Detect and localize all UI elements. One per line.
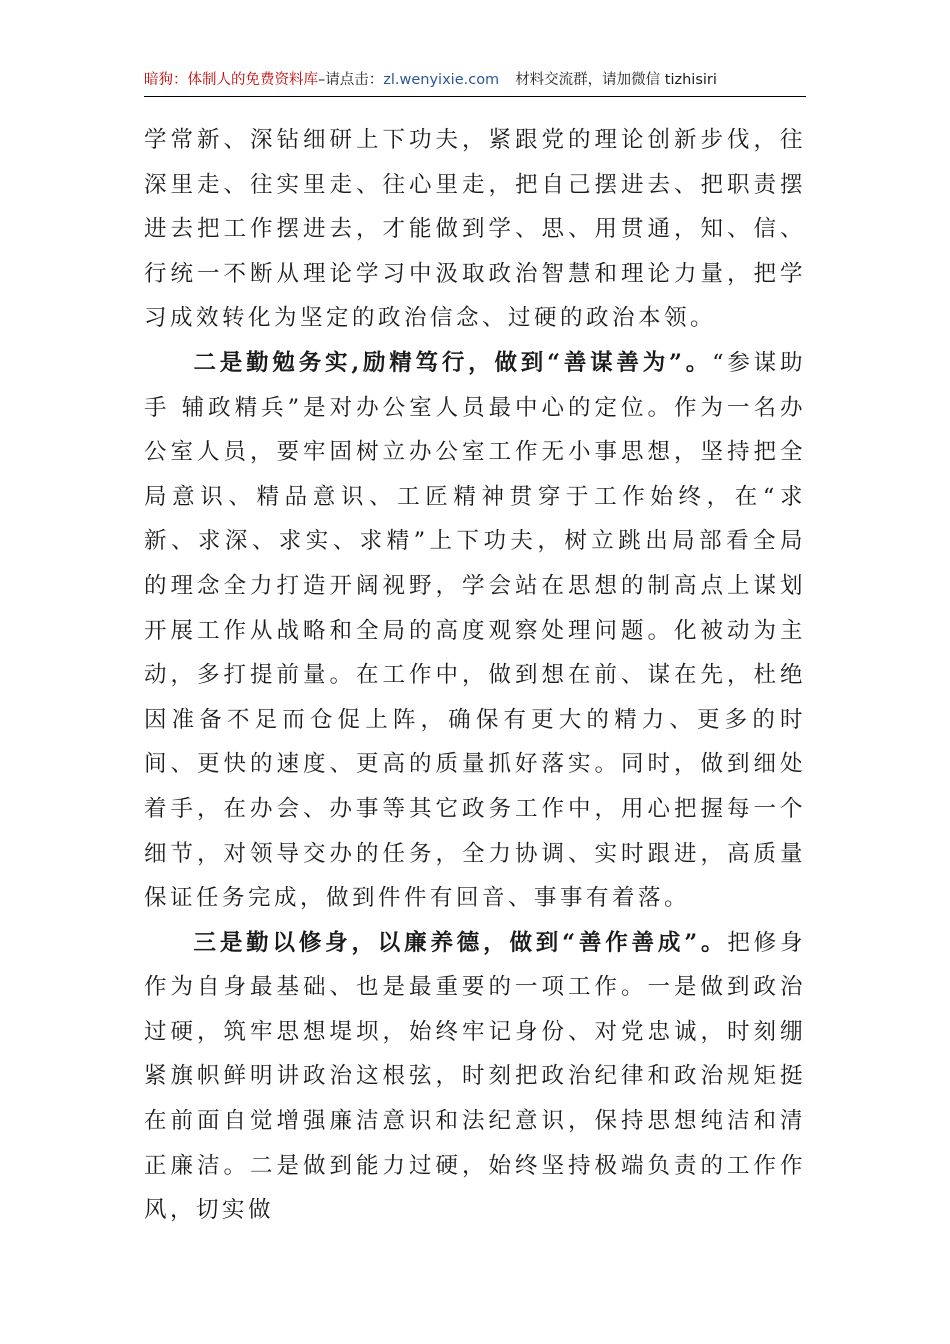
header-brand: 暗狗：体制人的免费资料库 — [144, 72, 318, 88]
paragraph-section-three — [144, 921, 806, 1233]
page-header — [144, 66, 806, 97]
paragraph-text: 把修身作为自身最基础、也是最重要的一项工作。一是做到政治过硬，筑牢思想堤坝，始终牢记身份、对党忠诚，时刻绷紧旗帜鲜明讲政治这根弦，时刻把政治纪律和政治规矩挺在前面自觉增强廉洁意识和法纪意识，保持思想纯洁和清正廉洁。二是做到能力过硬，始终坚持极端负责的工作作风，切实做 — [144, 929, 806, 1224]
paragraph-section-two — [144, 341, 806, 921]
paragraph-lead-heading: 三是勤以修身，以廉养德，做到“善作善成”。 — [193, 929, 728, 956]
document-body — [144, 118, 806, 1233]
paragraph-text: “参谋助手 辅政精兵”是对办公室人员最中心的定位。作为一名办公室人员，要牢固树立办公室工作无小事思想，坚持把全局意识、精品意识、工匠精神贯穿于工作始终，在“求新、求深、求实、求精”上下功夫，树立跳出局部看全局的理念全力打造开阔视野，学会站在思想的制高点上谋划开展工作从战略和全局的高度观察处理问题。化被动为主动，多打提前量。在工作中，做到想在前、谋在先，杜绝因准备不足而仓促上阵，确保有更大的精力、更多的时间、更快的速度、更高的质量抓好落实。同时，做到细处着手，在办会、办事等其它政务工作中，用心把握每一个细节，对领导交办的任务，全力协调、实时跟进，高质量保证任务完成，做到件件有回音、事事有着落。 — [144, 349, 806, 912]
paragraph-continuation — [144, 118, 806, 341]
paragraph-text: 学常新、深钻细研上下功夫，紧跟党的理论创新步伐，往深里走、往实里走、往心里走，把自己摆进去、把职责摆进去把工作摆进去，才能做到学、思、用贯通，知、信、行统一不断从理论学习中汲取政治智慧和理论力量，把学习成效转化为坚定的政治信念、过硬的政治本领。 — [144, 127, 806, 332]
header-link-prefix: –请点击： — [318, 72, 384, 88]
paragraph-lead-heading: 二是勤勉务实,励精笃行，做到“善谋善为”。 — [193, 349, 713, 376]
header-link[interactable]: zl.wenyixie.com — [383, 72, 500, 88]
header-wechat-note: 材料交流群，请加微信 tizhisiri — [515, 72, 717, 88]
